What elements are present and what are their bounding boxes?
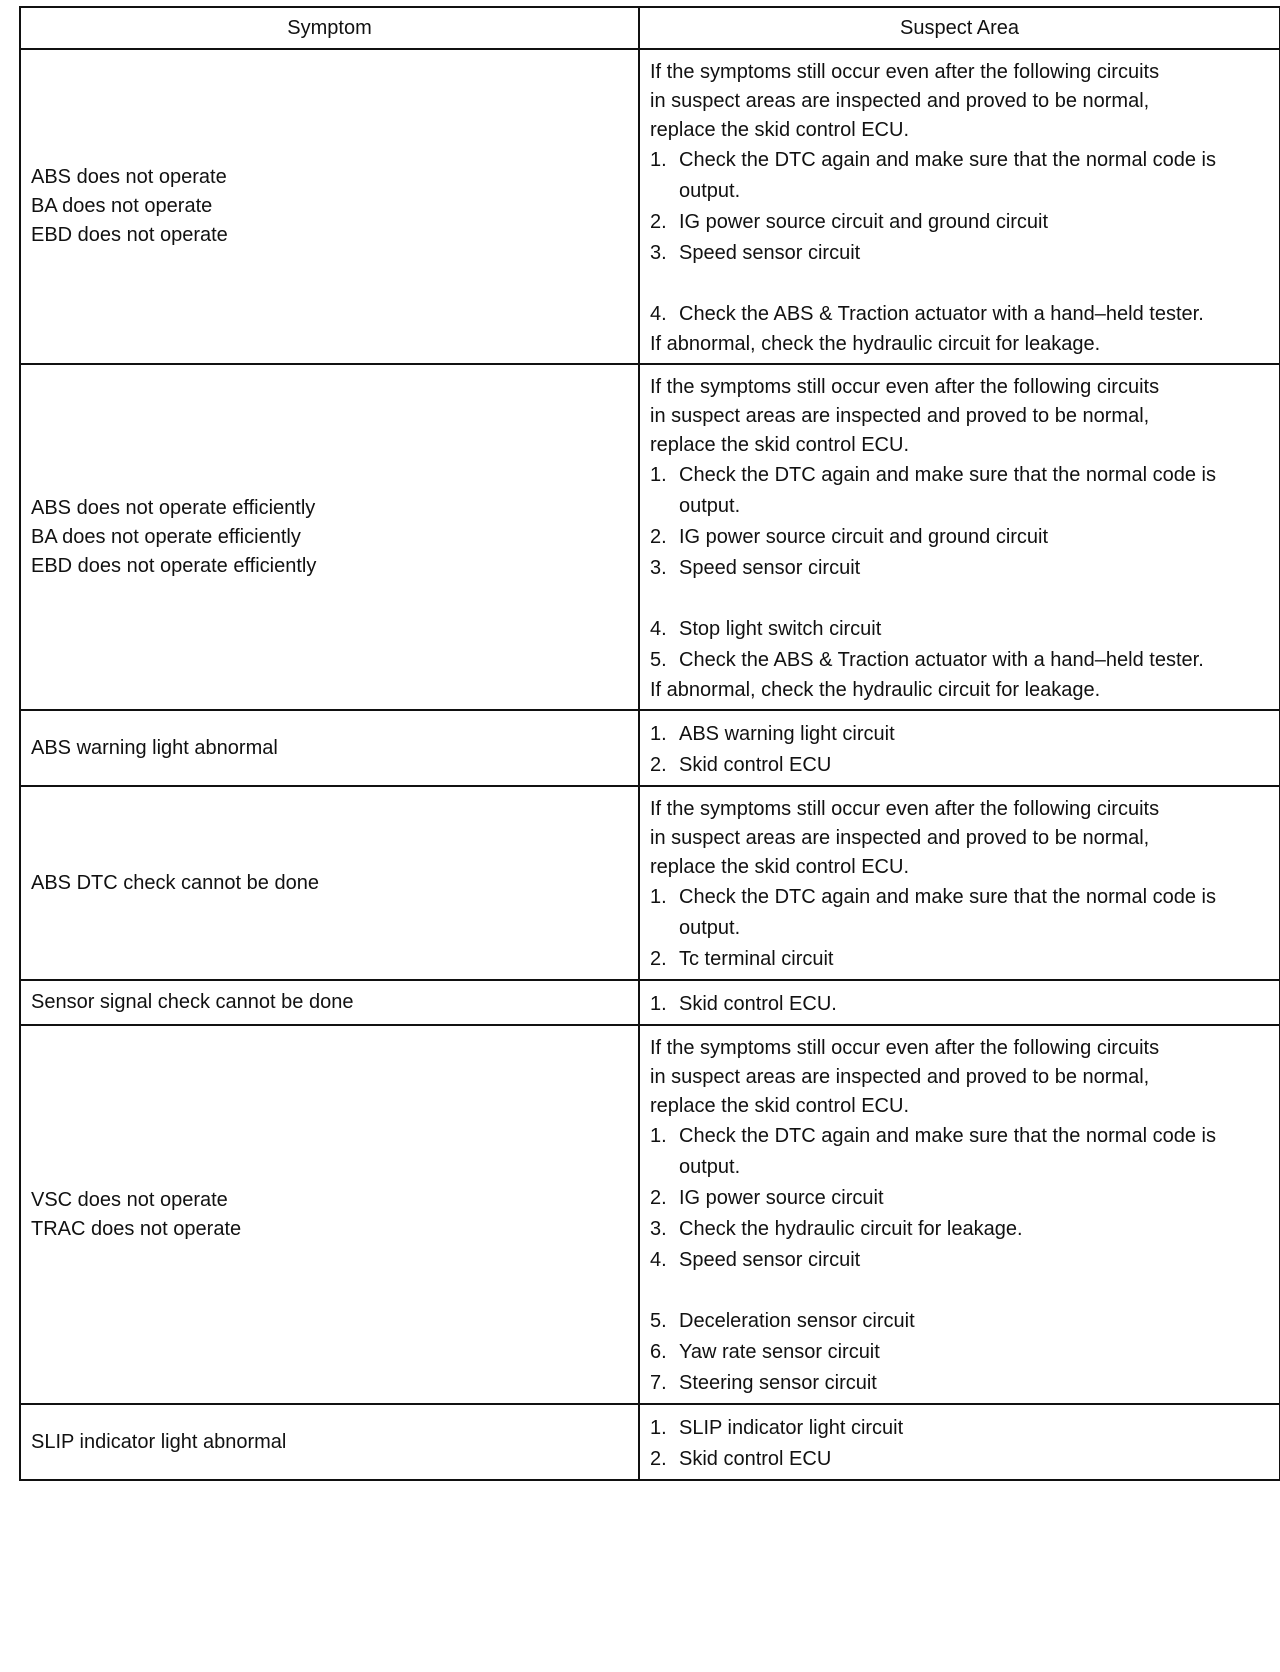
item-number: 7. bbox=[650, 1372, 667, 1394]
item-number: 2. bbox=[650, 211, 667, 233]
list-item bbox=[650, 719, 1271, 750]
symptom-text: ABS does not operate bbox=[31, 166, 227, 188]
item-number: 4. bbox=[650, 303, 667, 325]
symptom-text: ABS does not operate efficiently bbox=[31, 496, 316, 519]
intro-text: replace the skid control ECU. bbox=[650, 856, 910, 878]
intro-text: replace the skid control ECU. bbox=[650, 119, 910, 141]
symptom-text: TRAC does not operate bbox=[31, 1217, 242, 1240]
list-item bbox=[650, 750, 1271, 781]
list-item bbox=[650, 1121, 1271, 1183]
item-text: Speed sensor circuit bbox=[679, 1249, 861, 1271]
item-number: 1. bbox=[650, 149, 667, 171]
item-number: 3. bbox=[650, 1218, 667, 1240]
table-row bbox=[20, 710, 1280, 786]
suspect-area-cell bbox=[639, 49, 1280, 364]
item-text: Speed sensor circuit bbox=[679, 242, 861, 264]
item-number: 1. bbox=[650, 886, 667, 908]
list-item bbox=[650, 1368, 1271, 1399]
list-item bbox=[650, 238, 1271, 269]
list-item bbox=[650, 944, 1271, 975]
symptom-text: EBD does not operate bbox=[31, 224, 228, 246]
symptom-text: BA does not operate bbox=[31, 195, 213, 217]
outro-text: If abnormal, check the hydraulic circuit for leakage. bbox=[650, 333, 1101, 355]
item-number: 2. bbox=[650, 1448, 667, 1470]
intro-text: replace the skid control ECU. bbox=[650, 1095, 910, 1117]
intro-text: in suspect areas are inspected and proved to be normal, bbox=[650, 827, 1150, 849]
symptom-cell bbox=[20, 1025, 639, 1404]
symptom-cell bbox=[20, 980, 639, 1025]
symptom-text: VSC does not operate bbox=[31, 1188, 228, 1211]
intro-text: If the symptoms still occur even after the following circuits bbox=[650, 798, 1160, 820]
item-number: 1. bbox=[650, 993, 667, 1015]
symptom-text: EBD does not operate efficiently bbox=[31, 554, 317, 577]
symptom-text: ABS warning light abnormal bbox=[31, 736, 278, 759]
list-item bbox=[650, 522, 1271, 553]
table-row bbox=[20, 364, 1280, 710]
item-number: 5. bbox=[650, 1310, 667, 1332]
list-item bbox=[650, 299, 1271, 330]
item-text: SLIP indicator light circuit bbox=[679, 1417, 904, 1439]
item-number: 1. bbox=[650, 464, 667, 486]
item-text: Check the ABS & Traction actuator with a hand–held tester. bbox=[679, 649, 1204, 671]
item-number: 3. bbox=[650, 242, 667, 264]
suspect-area-cell bbox=[639, 786, 1280, 980]
item-text: IG power source circuit and ground circuit bbox=[679, 211, 1049, 233]
symptom-text: SLIP indicator light abnormal bbox=[31, 1430, 287, 1453]
suspect-area-cell bbox=[639, 1025, 1280, 1404]
header-suspect-area: Suspect Area bbox=[639, 7, 1280, 49]
item-number: 5. bbox=[650, 649, 667, 671]
item-number: 1. bbox=[650, 1125, 667, 1147]
symptom-cell bbox=[20, 786, 639, 980]
spacer bbox=[650, 269, 1271, 299]
list-item bbox=[650, 1337, 1271, 1368]
list-item bbox=[650, 1444, 1271, 1475]
symptom-cell bbox=[20, 710, 639, 786]
item-number: 2. bbox=[650, 526, 667, 548]
item-text: Check the hydraulic circuit for leakage. bbox=[679, 1218, 1023, 1240]
list-item bbox=[650, 553, 1271, 584]
intro-text: If the symptoms still occur even after the following circuits bbox=[650, 1037, 1160, 1059]
item-number: 2. bbox=[650, 948, 667, 970]
outro-text: If abnormal, check the hydraulic circuit for leakage. bbox=[650, 679, 1101, 701]
intro-text: in suspect areas are inspected and proved to be normal, bbox=[650, 1066, 1150, 1088]
item-number: 4. bbox=[650, 618, 667, 640]
item-text: IG power source circuit and ground circuit bbox=[679, 526, 1049, 548]
intro-text: in suspect areas are inspected and proved to be normal, bbox=[650, 90, 1150, 112]
item-text: Yaw rate sensor circuit bbox=[679, 1341, 880, 1363]
list-item bbox=[650, 882, 1271, 944]
symptom-cell bbox=[20, 49, 639, 364]
item-text: ABS warning light circuit bbox=[679, 723, 895, 745]
item-number: 1. bbox=[650, 1417, 667, 1439]
list-item bbox=[650, 1306, 1271, 1337]
item-number: 3. bbox=[650, 557, 667, 579]
table-row bbox=[20, 1404, 1280, 1480]
suspect-area-cell bbox=[639, 710, 1280, 786]
item-text: Deceleration sensor circuit bbox=[679, 1310, 915, 1332]
symptom-text: BA does not operate efficiently bbox=[31, 525, 301, 548]
table-row bbox=[20, 1025, 1280, 1404]
symptom-text: ABS DTC check cannot be done bbox=[31, 871, 319, 894]
item-text: Skid control ECU bbox=[679, 754, 832, 776]
item-text: Speed sensor circuit bbox=[679, 557, 861, 579]
list-item bbox=[650, 614, 1271, 645]
suspect-area-cell bbox=[639, 1404, 1280, 1480]
list-item bbox=[650, 645, 1271, 676]
item-number: 6. bbox=[650, 1341, 667, 1363]
table-row bbox=[20, 49, 1280, 364]
symptom-cell bbox=[20, 1404, 639, 1480]
item-text: Check the DTC again and make sure that the normal code is output. bbox=[679, 149, 1216, 202]
item-text: Check the ABS & Traction actuator with a hand–held tester. bbox=[679, 303, 1204, 325]
list-item bbox=[650, 1214, 1271, 1245]
spacer bbox=[650, 1276, 1271, 1306]
item-text: Check the DTC again and make sure that the normal code is output. bbox=[679, 1125, 1216, 1178]
item-number: 1. bbox=[650, 723, 667, 745]
table-row bbox=[20, 980, 1280, 1025]
item-number: 4. bbox=[650, 1249, 667, 1271]
header-row bbox=[20, 7, 1280, 49]
spacer bbox=[650, 584, 1271, 614]
intro-text: replace the skid control ECU. bbox=[650, 434, 910, 456]
item-text: Tc terminal circuit bbox=[679, 948, 834, 970]
intro-text: If the symptoms still occur even after the following circuits bbox=[650, 376, 1160, 398]
intro-text: in suspect areas are inspected and proved to be normal, bbox=[650, 405, 1150, 427]
table-row bbox=[20, 786, 1280, 980]
item-text: Skid control ECU bbox=[679, 1448, 832, 1470]
item-text: Skid control ECU. bbox=[679, 993, 837, 1015]
item-text: Check the DTC again and make sure that the normal code is output. bbox=[679, 464, 1216, 517]
item-number: 2. bbox=[650, 754, 667, 776]
item-text: Stop light switch circuit bbox=[679, 618, 882, 640]
list-item bbox=[650, 1183, 1271, 1214]
list-item bbox=[650, 989, 1271, 1020]
symptom-cell bbox=[20, 364, 639, 710]
list-item bbox=[650, 460, 1271, 522]
list-item bbox=[650, 207, 1271, 238]
suspect-area-cell bbox=[639, 364, 1280, 710]
suspect-area-cell bbox=[639, 980, 1280, 1025]
item-text: Steering sensor circuit bbox=[679, 1372, 877, 1394]
symptom-text: Sensor signal check cannot be done bbox=[31, 991, 354, 1013]
list-item bbox=[650, 1245, 1271, 1276]
item-number: 2. bbox=[650, 1187, 667, 1209]
problem-symptoms-table bbox=[19, 6, 1280, 1481]
list-item bbox=[650, 1413, 1271, 1444]
item-text: Check the DTC again and make sure that the normal code is output. bbox=[679, 886, 1216, 939]
intro-text: If the symptoms still occur even after the following circuits bbox=[650, 61, 1160, 83]
list-item bbox=[650, 145, 1271, 207]
item-text: IG power source circuit bbox=[679, 1187, 884, 1209]
header-symptom: Symptom bbox=[20, 7, 639, 49]
